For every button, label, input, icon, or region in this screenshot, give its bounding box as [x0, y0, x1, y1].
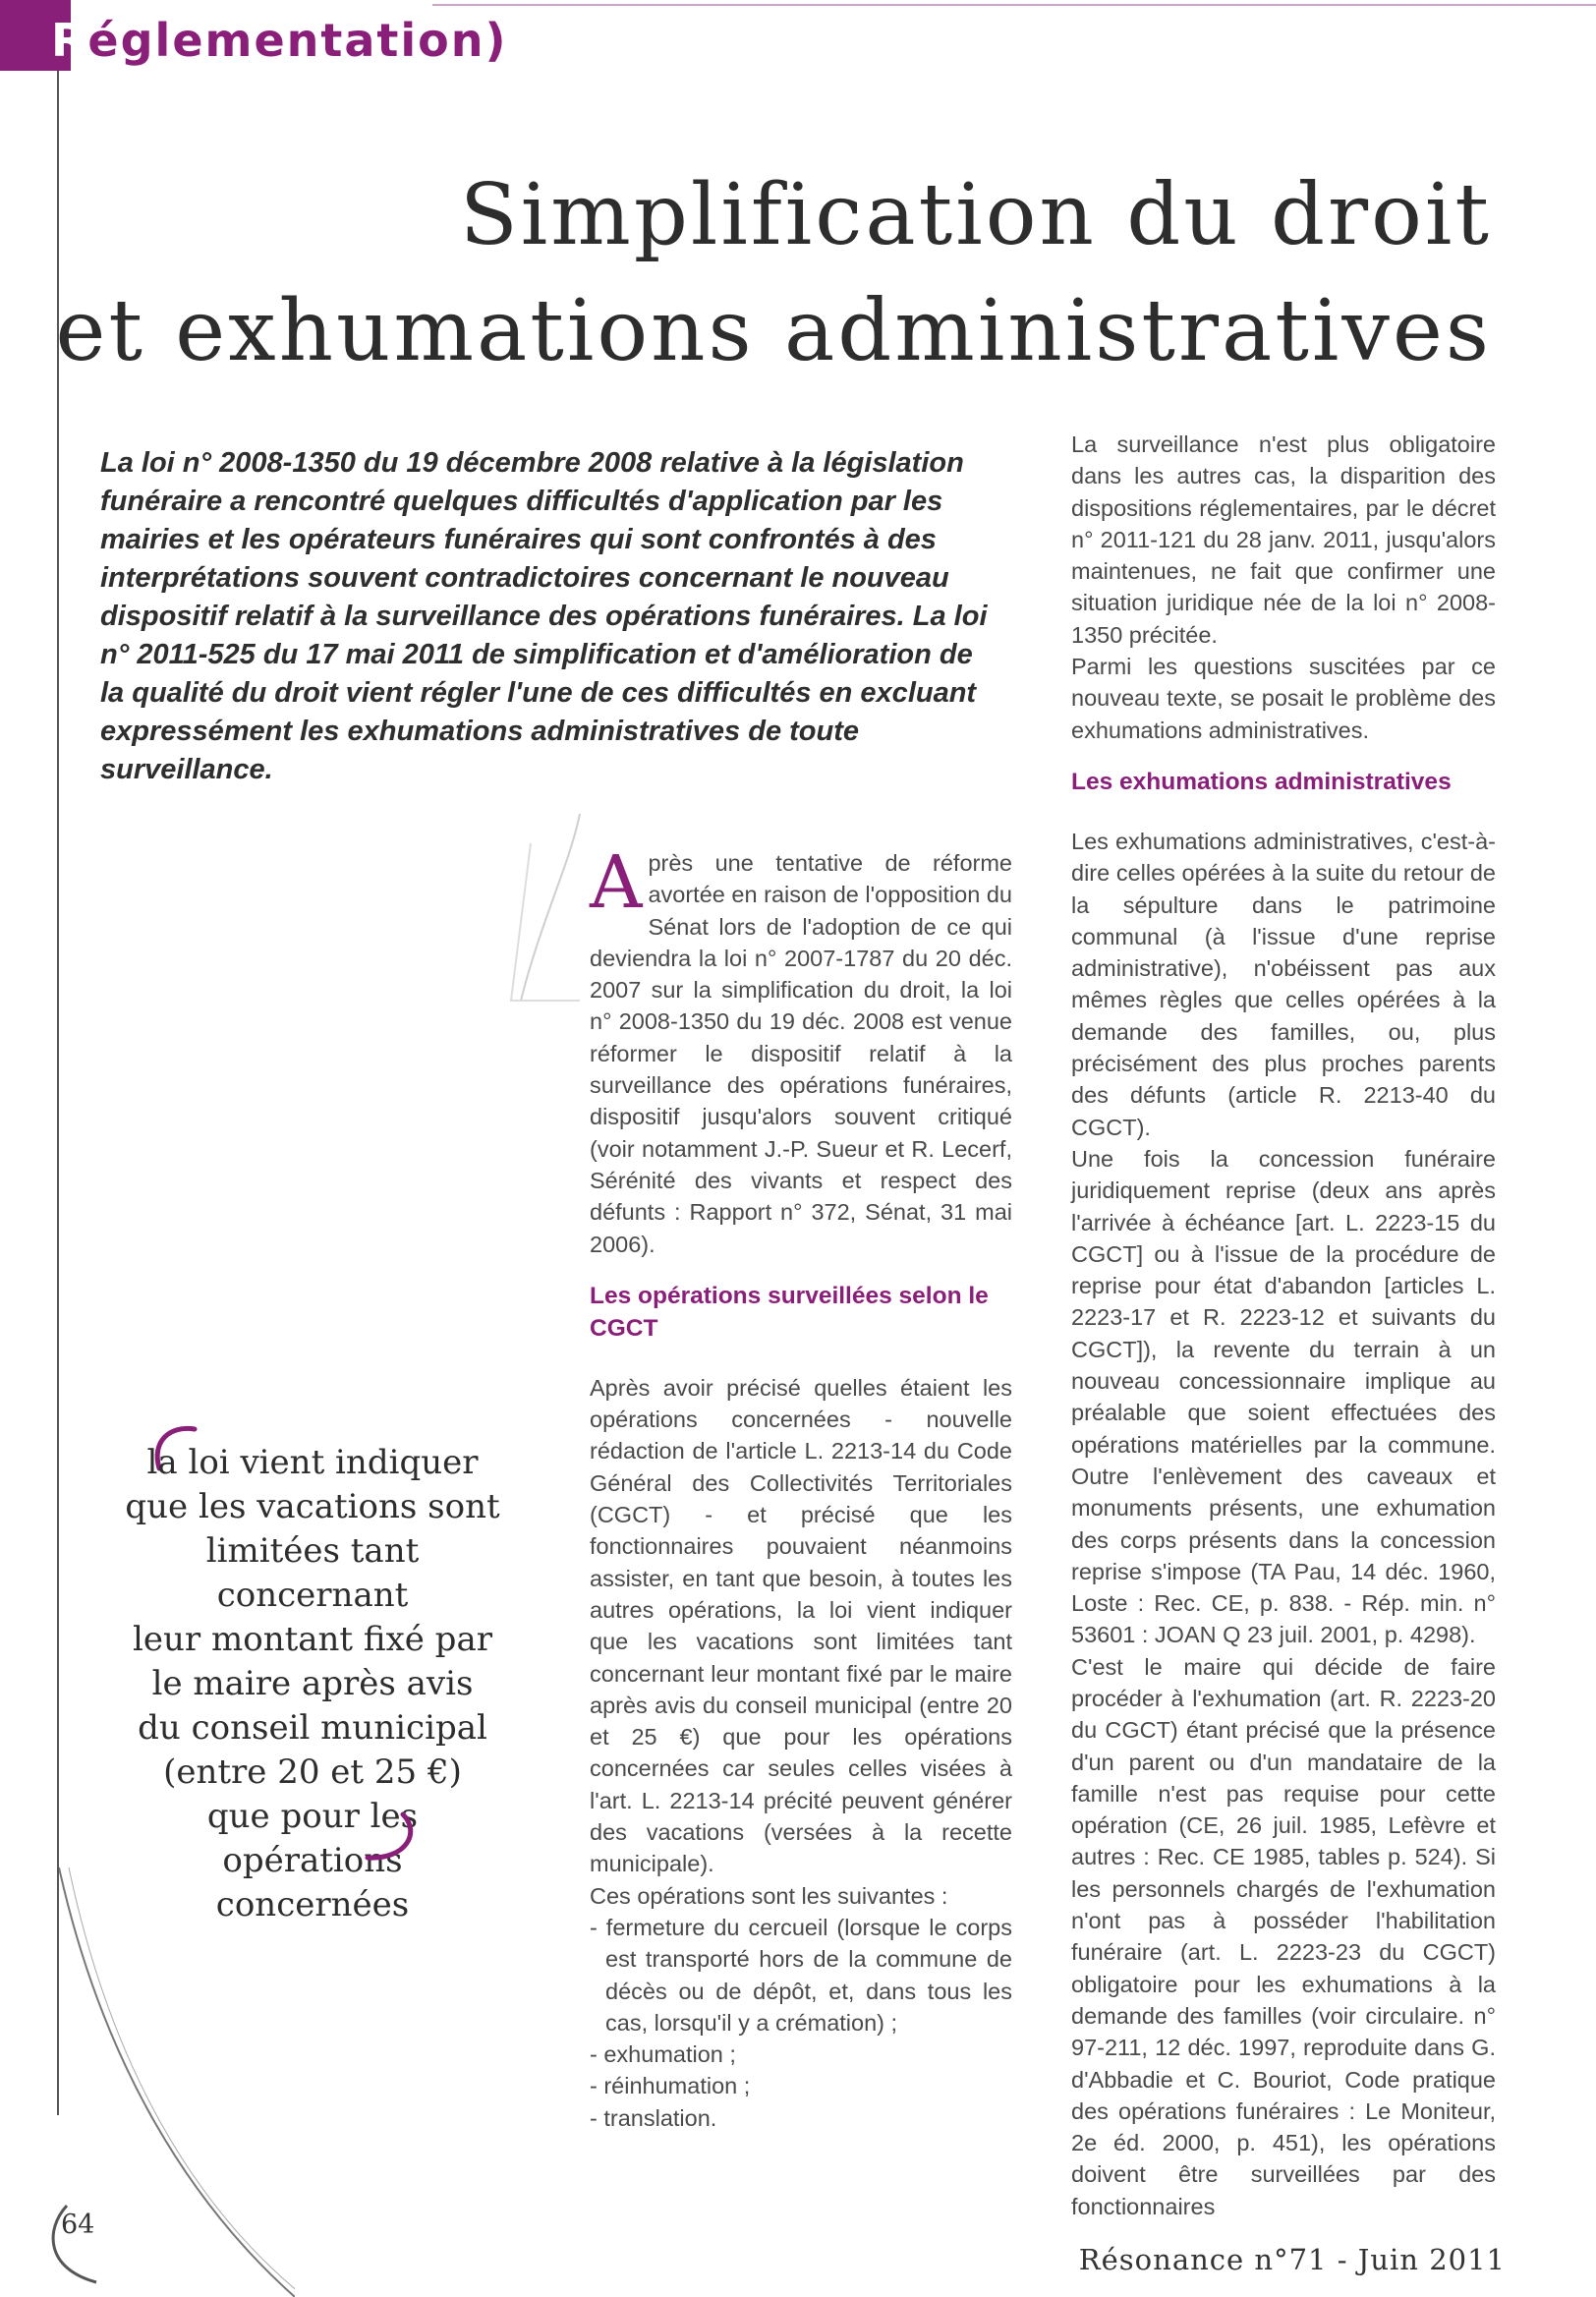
- dropcap: A: [590, 840, 643, 925]
- operations-list: [590, 1912, 1012, 2134]
- section-label: [51, 14, 508, 67]
- col2-heading: Les opérations surveillées selon le CGCT: [590, 1282, 989, 1342]
- quote-line: leur montant fixé par: [133, 1620, 492, 1659]
- section-tag: [0, 0, 508, 71]
- title-line-2: et exhumations administratives: [55, 282, 1492, 380]
- article-title: [55, 157, 1492, 389]
- col2-paragraph-2: Après avoir précisé quelles étaient les opérations concernées - nouvelle rédaction de l'article L. 2213-14 du Code Général des Collectivités Territoriales (CGCT) - et précisé que les fonctionnaires pouvaient néanmoins assister, en tant que besoin, à toutes les autres opérations, la loi vient indiquer que les vacations sont limitées tant concernant leur montant fixé par le maire après avis du conseil municipal (entre 20 et 25 €) que pour les opérations concernées car seules celles visées à l'art. L. 2213-14 précité peuvent générer des vacations (versées à la recette municipale).: [590, 1374, 1012, 1877]
- list-item: - translation.: [590, 2104, 717, 2131]
- list-item: - réinhumation ;: [590, 2073, 751, 2099]
- column-right: [1071, 429, 1496, 2222]
- col2-paragraph-3: Ces opérations sont les suivantes :: [590, 1882, 948, 1909]
- page-number: 64: [61, 2210, 95, 2240]
- col3-paragraph-2: Parmi les questions suscitées par ce nouveau texte, se posait le problème des exhumations administratives.: [1071, 654, 1496, 743]
- quote-line: limitées tant concernant: [205, 1531, 420, 1615]
- quote-line: concernées: [215, 1885, 410, 1924]
- col2-p1-text: près une tentative de réforme avortée en raison de l'opposition du Sénat lors de l'adoption de ce qui deviendra la loi n° 2007-1787 du 20 déc. 2007 sur la simplification du droit, la loi n° 2008-1350 du 19 déc. 2008 est venue réformer le dispositif relatif à la surveillance des opérations funéraires, dispositif jusqu'alors souvent critiqué (voir notamment J.-P. Sueur et R. Lecerf, Sérénité des vivants et respect des défunts : Rapport n° 372, Sénat, 31 mai 2006).: [590, 850, 1012, 1257]
- dropcap-sketch-decoration: [501, 804, 599, 1020]
- title-line-1: Simplification du droit: [459, 166, 1492, 264]
- quote-line: que pour les opérations: [206, 1797, 419, 1880]
- col3-paragraph-1: La surveillance n'est plus obligatoire dans les autres cas, la disparition des dispositions réglementaires, par le décret n° 2011-121 du 28 janv. 2011, jusqu'alors maintenues, ne fait que confirmer une situation juridique née de la loi n° 2008-1350 précitée.: [1071, 431, 1496, 648]
- publication-footer: Résonance n°71 - Juin 2011: [1078, 2243, 1506, 2276]
- list-item: - fermeture du cercueil (lorsque le corps est transporté hors de la commune de décès ou de dépôt, et, dans tous les cas, lorsqu'il y a crémation) ;: [590, 1914, 1012, 2036]
- column-middle: [590, 840, 1012, 2134]
- quote-line: (entre 20 et 25 €): [163, 1752, 462, 1792]
- section-label-rest: églementation): [87, 14, 508, 67]
- quote-line: que les vacations sont: [125, 1487, 500, 1526]
- pull-quote: [116, 1441, 509, 1927]
- quote-line: la loi vient indiquer: [146, 1443, 479, 1482]
- quote-line: du conseil municipal: [138, 1708, 487, 1748]
- col3-heading: Les exhumations administratives: [1071, 768, 1452, 795]
- col3-paragraph-3: Les exhumations administratives, c'est-à-dire celles opérées à la suite du retour de la sépulture dans le patrimoine communal (à l'issue d'une reprise administrative), n'obéissent pas aux mêmes règles que celles opérées à la demande des familles, ou, plus précisément des plus proches parents des défunts (article R. 2213-40 du CGCT).: [1071, 828, 1496, 1140]
- section-label-initial: R: [51, 14, 88, 67]
- quote-line: le maire après avis: [151, 1664, 474, 1703]
- quote-close-mark-icon: [356, 1809, 428, 1867]
- article-intro: La loi n° 2008-1350 du 19 décembre 2008 relative à la législation funéraire a rencontré quelques difficultés d'application par les mairies et les opérateurs funéraires qui sont confrontés à des interprétations souvent contradictoires concernant le nouveau dispositif relatif à la surveillance des opérations funéraires. La loi n° 2011-525 du 17 mai 2011 de simplification et d'amélioration de la qualité du droit vient régler l'une de ces difficultés en excluant expressément les exhumations administratives de toute surveillance.: [100, 447, 988, 785]
- col2-paragraph-1: [590, 840, 1012, 1260]
- list-item: - exhumation ;: [590, 2041, 736, 2068]
- col3-paragraph-5: C'est le maire qui décide de faire procéder à l'exhumation (art. R. 2223-20 du CGCT) étant précisé que la présence d'un parent ou d'un mandataire de la famille n'est pas requise pour cette opération (CE, 26 juil. 1985, Lefèvre et autres : Rec. CE 1985, tables p. 524). Si les personnels chargés de l'exhumation n'ont pas à posséder l'habilitation funéraire (art. L. 2223-23 du CGCT) obligatoire pour les exhumations à la demande des familles (voir circulaire. n° 97-211, 12 déc. 1997, reproduite dans G. d'Abbadie et C. Bouriot, Code pratique des opérations funéraires : Le Moniteur, 2e éd. 2000, p. 451), les opérations doivent être surveillées par des fonctionnaires: [1071, 1653, 1496, 2219]
- top-rule: [432, 4, 1596, 6]
- col3-paragraph-4: Une fois la concession funéraire juridiquement reprise (deux ans après l'arrivée à échéance [art. L. 2223-15 du CGCT] ou à l'issue de la procédure de reprise pour état d'abandon [articles L. 2223-17 et R. 2223-12 et suivants du CGCT]), la revente du terrain à un nouveau concessionnaire implique au préalable que soient effectuées des opérations matérielles par la commune. Outre l'enlèvement des caveaux et monuments présents, une exhumation des corps présents dans la concession reprise s'impose (TA Pau, 14 déc. 1960, Loste : Rec. CE, p. 838. - Rép. min. n° 53601 : JOAN Q 23 juil. 2001, p. 4298).: [1071, 1145, 1496, 1648]
